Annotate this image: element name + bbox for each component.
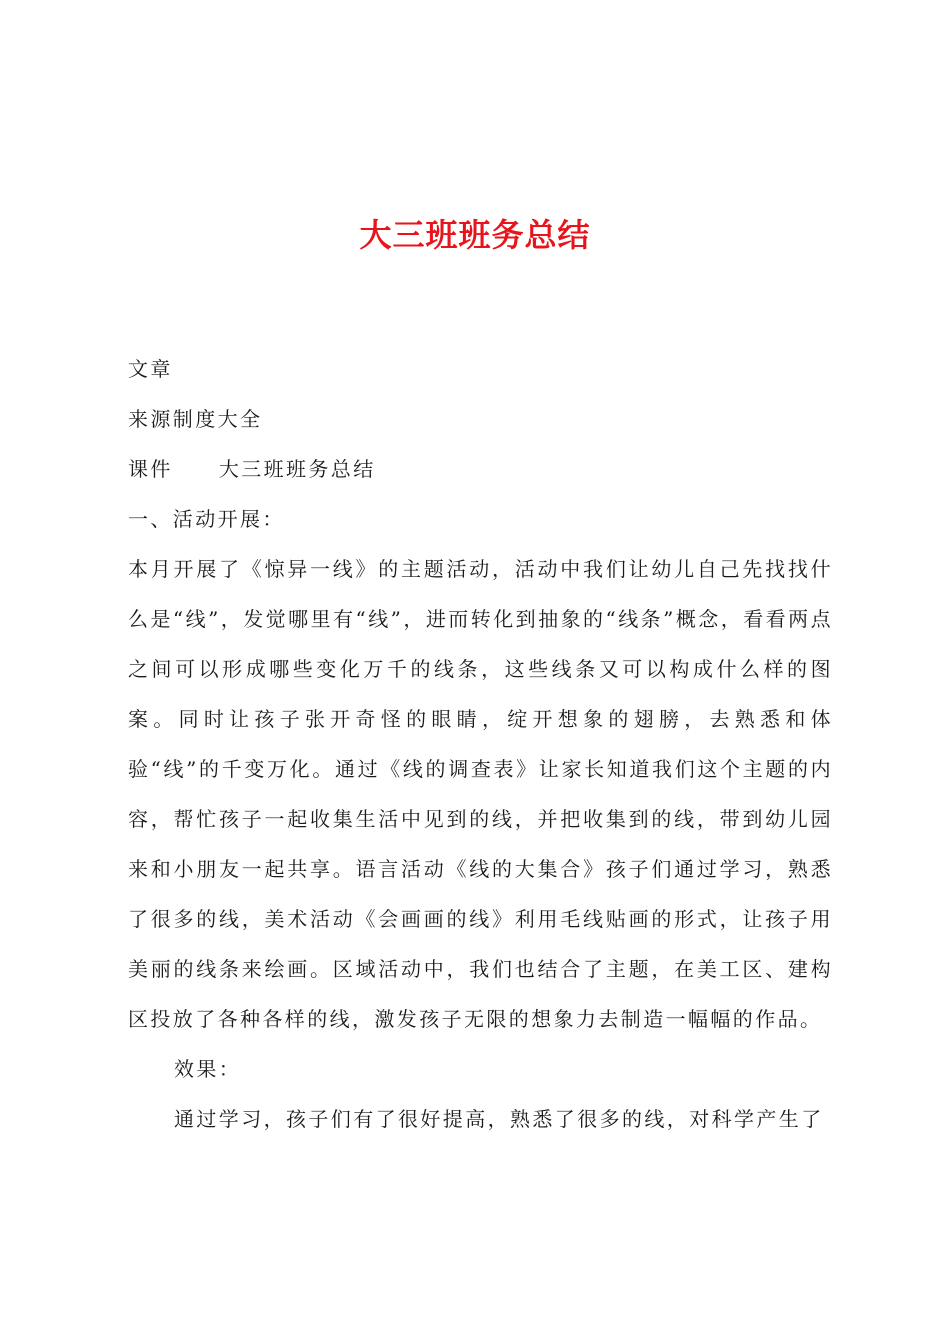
meta-article: 文章 [128, 357, 173, 381]
meta-courseware-value: 大三班班务总结 [218, 457, 376, 481]
effect-paragraph: 通过学习，孩子们有了很好提高，熟悉了很多的线，对科学产生了 [174, 1107, 824, 1131]
meta-source: 来源制度大全 [128, 407, 263, 431]
document-body [128, 344, 833, 1144]
section-heading-effect: 效果： [174, 1057, 242, 1081]
activities-paragraph: 本月开展了《惊异一线》的主题活动，活动中我们让幼儿自己先找找什么是“线”，发觉哪里有“线”，进而转化到抽象的“线条”概念，看看两点之间可以形成哪些变化万千的线条，这些线条又可以构成什么样的图案。同时让孩子张开奇怪的眼睛，绽开想象的翅膀，去熟悉和体验“线”的千变万化。通过《线的调查表》让家长知道我们这个主题的内容，帮忙孩子一起收集生活中见到的线，并把收集到的线，带到幼儿园来和小朋友一起共享。语言活动《线的大集合》孩子们通过学习，熟悉了很多的线，美术活动《会画画的线》利用毛线贴画的形式，让孩子用美丽的线条来绘画。区域活动中，我们也结合了主题，在美工区、建构区投放了各种各样的线，激发孩子无限的想象力去制造一幅幅的作品。 [128, 557, 833, 1031]
meta-courseware-label: 课件 [128, 457, 173, 481]
section-heading-activities: 一、活动开展： [128, 507, 285, 531]
document-title: 大三班班务总结 [359, 216, 591, 254]
meta-courseware [128, 444, 833, 494]
